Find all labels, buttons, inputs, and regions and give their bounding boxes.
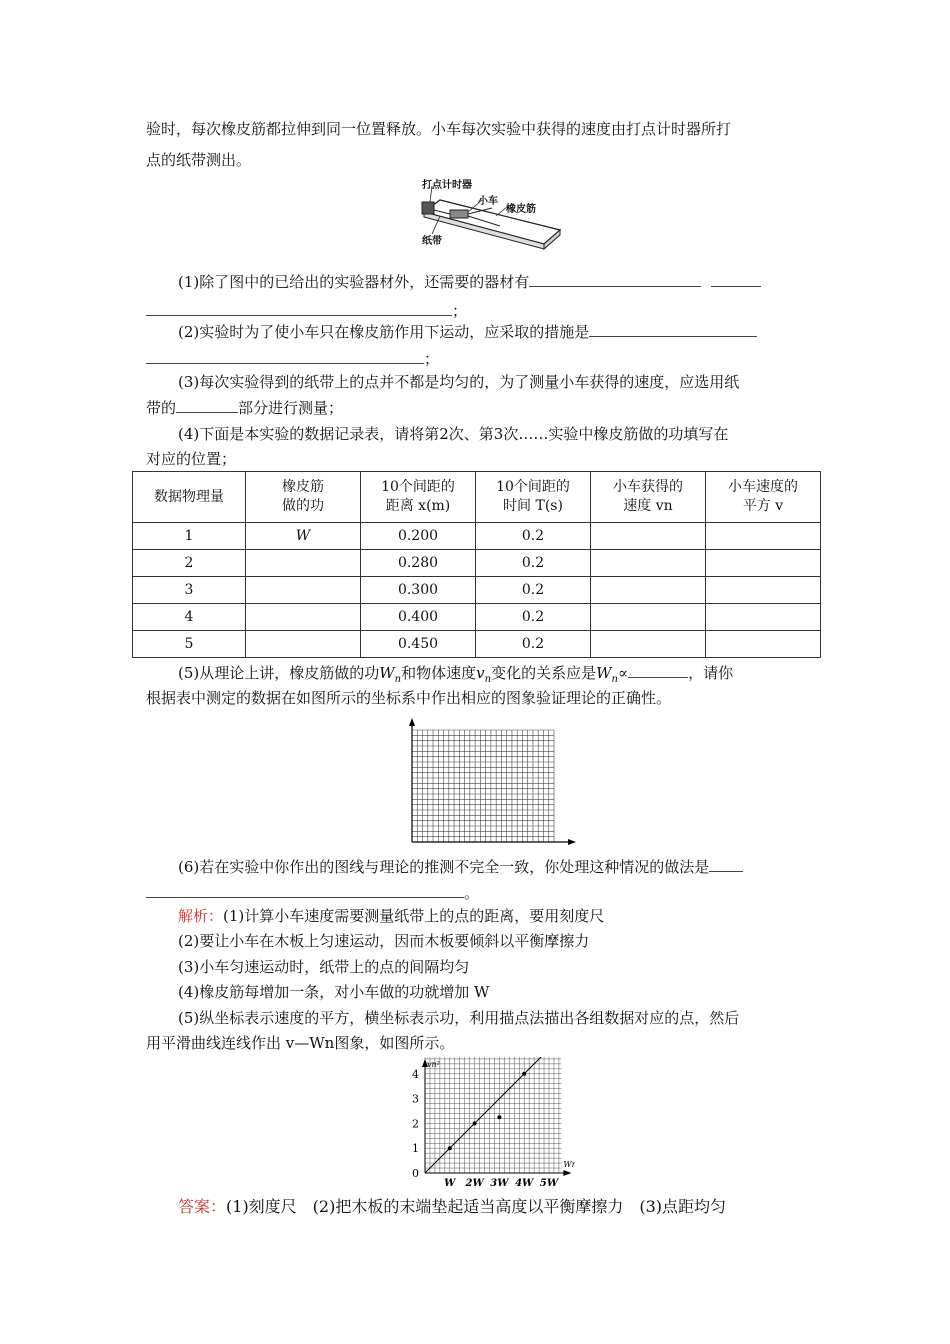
- question-1-cont: [146, 300, 467, 321]
- answer-blank-2b[interactable]: [146, 348, 424, 364]
- semicolon-1: ；: [452, 302, 468, 320]
- table-cell: 1: [133, 523, 246, 550]
- label-car: 小车: [478, 196, 498, 207]
- answer-blank-3[interactable]: [176, 397, 238, 413]
- table-cell: 0.400: [361, 604, 476, 631]
- table-cell: 0.2: [476, 523, 591, 550]
- data-point: [497, 1115, 501, 1119]
- answer-blank-1a[interactable]: [529, 271, 701, 287]
- header-text: 时间 T(s): [503, 498, 563, 514]
- x-tick-label: 5W: [539, 1178, 559, 1189]
- data-table: [132, 471, 821, 658]
- table-row: [133, 631, 821, 658]
- header-cell: [476, 472, 591, 523]
- solution-chart: [395, 1057, 575, 1193]
- table-cell: 0.280: [361, 550, 476, 577]
- table-cell[interactable]: [706, 577, 821, 604]
- question-3-line-2: [146, 397, 343, 418]
- data-point: [448, 1146, 452, 1150]
- header-text: 做的功: [282, 498, 324, 514]
- table-row: [133, 550, 821, 577]
- subscript-n: n: [394, 674, 402, 685]
- table-cell: 4: [133, 604, 246, 631]
- table-cell[interactable]: [706, 550, 821, 577]
- header-text: 10个间距的: [496, 479, 570, 495]
- question-1: [178, 271, 761, 292]
- question-5-text-e: ，请你: [688, 664, 734, 682]
- subscript-n: n: [484, 674, 492, 685]
- solution-line-5: (5)纵坐标表示速度的平方，横坐标表示功，利用描点法描出各组数据对应的点，然后: [178, 1009, 740, 1027]
- solution-label: 解析：: [178, 907, 224, 925]
- table-cell: 0.2: [476, 577, 591, 604]
- data-point: [473, 1121, 477, 1125]
- table-cell[interactable]: [591, 550, 706, 577]
- solution-text-1: (1)计算小车速度需要测量纸带上的点的距离，要用刻度尺: [223, 907, 605, 925]
- answer-line: [178, 1197, 726, 1217]
- question-1-text: (1)除了图中的已给出的实验器材外，还需要的器材有: [178, 273, 530, 291]
- table-header-row: [133, 472, 821, 523]
- y-tick-label: 4: [412, 1067, 419, 1081]
- question-2-text: (2)实验时为了使小车只在橡皮筋作用下运动，应采取的措施是: [178, 323, 590, 341]
- table-cell: 0.2: [476, 550, 591, 577]
- solution-chart-svg: [395, 1057, 575, 1189]
- fit-line: [425, 1057, 549, 1173]
- header-text: 距离 x(m): [385, 498, 451, 514]
- table-cell[interactable]: W: [246, 523, 361, 550]
- question-4-line-1: (4)下面是本实验的数据记录表，请将第2次、第3次……实验中橡皮筋做的功填写在: [178, 425, 729, 443]
- y-tick-label: 2: [412, 1117, 419, 1131]
- header-text: 速度 vn: [623, 498, 673, 514]
- solution-line-4: (4)橡皮筋每增加一条，对小车做的功就增加 W: [178, 983, 490, 1001]
- y-axis-arrow: [409, 718, 415, 726]
- symbol-v: v: [476, 664, 485, 682]
- y-tick-label: 1: [412, 1142, 419, 1156]
- label-band: 橡皮筋: [506, 204, 536, 215]
- question-2-cont: [146, 348, 439, 369]
- empty-grid-chart: [398, 718, 578, 850]
- answer-text: (1)刻度尺 (2)把木板的末端垫起适当高度以平衡摩擦力 (3)点距均匀: [226, 1197, 727, 1216]
- table-cell[interactable]: [591, 523, 706, 550]
- table-cell[interactable]: [706, 523, 821, 550]
- semicolon-2: ；: [424, 350, 440, 368]
- y-tick-label: 3: [412, 1092, 419, 1106]
- table-cell[interactable]: [591, 631, 706, 658]
- table-row: [133, 577, 821, 604]
- header-text: 10个间距的: [381, 479, 455, 495]
- answer-blank-6a[interactable]: [709, 856, 743, 872]
- header-cell: [706, 472, 821, 523]
- question-5-line-2: 根据表中测定的数据在如图所示的坐标系中作出相应的图象验证理论的正确性。: [146, 689, 672, 707]
- label-tape: 纸带: [422, 236, 442, 247]
- table-cell[interactable]: [246, 631, 361, 658]
- subscript-n: n: [611, 674, 618, 685]
- period: 。: [464, 884, 480, 902]
- table-cell[interactable]: [246, 604, 361, 631]
- intro-line-1: 验时，每次橡皮筋都拉伸到同一位置释放。小车每次实验中获得的速度由打点计时器所打: [146, 120, 732, 138]
- table-cell[interactable]: [706, 631, 821, 658]
- table-cell: 0.450: [361, 631, 476, 658]
- x-tick-label: 2W: [465, 1178, 484, 1189]
- table-cell: 0.2: [476, 604, 591, 631]
- question-6-cont: [146, 882, 479, 903]
- question-2: [178, 321, 757, 342]
- header-text: 平方 v: [742, 498, 784, 514]
- solution-line-6: 用平滑曲线连线作出 v—Wn图象，如图所示。: [146, 1034, 455, 1052]
- answer-label: 答案：: [178, 1197, 227, 1216]
- x-tick-label: W: [444, 1178, 456, 1189]
- header-cell: [133, 472, 246, 523]
- table-cell: 3: [133, 577, 246, 604]
- y-tick-label: 0: [412, 1167, 419, 1180]
- answer-blank-6b[interactable]: [146, 882, 464, 898]
- x-axis-label: W: [563, 1160, 572, 1169]
- empty-grid-svg[interactable]: [398, 718, 578, 846]
- question-3-prefix: 带的: [146, 399, 177, 417]
- header-text: 小车获得的: [613, 479, 683, 495]
- table-cell: 0.300: [361, 577, 476, 604]
- x-axis-arrow: [563, 1170, 571, 1176]
- header-cell: [246, 472, 361, 523]
- intro-line-2: 点的纸带测出。: [146, 151, 252, 169]
- table-cell: 5: [133, 631, 246, 658]
- question-3-line-1: (3)每次实验得到的纸带上的点并不都是均匀的，为了测量小车获得的速度，应选用纸: [178, 373, 740, 391]
- question-3-suffix: 部分进行测量；: [238, 399, 344, 417]
- x-tick-label: 4W: [515, 1178, 534, 1189]
- table-cell: 0.2: [476, 631, 591, 658]
- table-cell[interactable]: [591, 604, 706, 631]
- header-text: 橡皮筋: [282, 479, 324, 495]
- question-5-line-1: [178, 662, 733, 690]
- question-5-text-a: (5)从理论上讲，橡皮筋做的功: [178, 664, 380, 682]
- question-6: [178, 856, 743, 877]
- answer-blank-5[interactable]: [628, 662, 688, 678]
- proportional-symbol: ∝: [617, 664, 629, 682]
- label-timer: 打点计时器: [422, 180, 472, 191]
- apparatus-figure: [410, 172, 570, 252]
- answer-blank-1c[interactable]: [146, 300, 452, 316]
- solution-line-2: (2)要让小车在木板上匀速运动，因而木板要倾斜以平衡摩擦力: [178, 932, 590, 950]
- table-cell: 2: [133, 550, 246, 577]
- header-text: 小车速度的: [728, 479, 798, 495]
- header-text: 数据物理量: [154, 488, 224, 505]
- solution-line-3: (3)小车匀速运动时，纸带上的点的间隔均匀: [178, 958, 470, 976]
- table-cell[interactable]: [246, 577, 361, 604]
- answer-blank-1b[interactable]: [711, 271, 761, 287]
- header-cell: [591, 472, 706, 523]
- header-cell: [361, 472, 476, 523]
- table-row: [133, 523, 821, 550]
- x-tick-label: 3W: [490, 1178, 509, 1189]
- table-cell[interactable]: [591, 577, 706, 604]
- symbol-w: W: [379, 664, 395, 682]
- data-point: [522, 1072, 526, 1076]
- table-cell[interactable]: [706, 604, 821, 631]
- y-axis-label: vn²: [427, 1060, 440, 1069]
- table-cell: 0.200: [361, 523, 476, 550]
- x-axis-arrow: [568, 839, 576, 845]
- answer-blank-2a[interactable]: [589, 321, 757, 337]
- question-6-text: (6)若在实验中你作出的图线与理论的推测不完全一致，你处理这种情况的做法是: [178, 858, 710, 876]
- solution-line-1: [178, 906, 604, 926]
- question-5-text-c: 变化的关系应是: [491, 664, 597, 682]
- question-4-line-2: 对应的位置；: [146, 450, 237, 468]
- table-cell[interactable]: [246, 550, 361, 577]
- question-5-text-b: 和物体速度: [401, 664, 477, 682]
- table-row: [133, 604, 821, 631]
- symbol-w: W: [596, 664, 612, 682]
